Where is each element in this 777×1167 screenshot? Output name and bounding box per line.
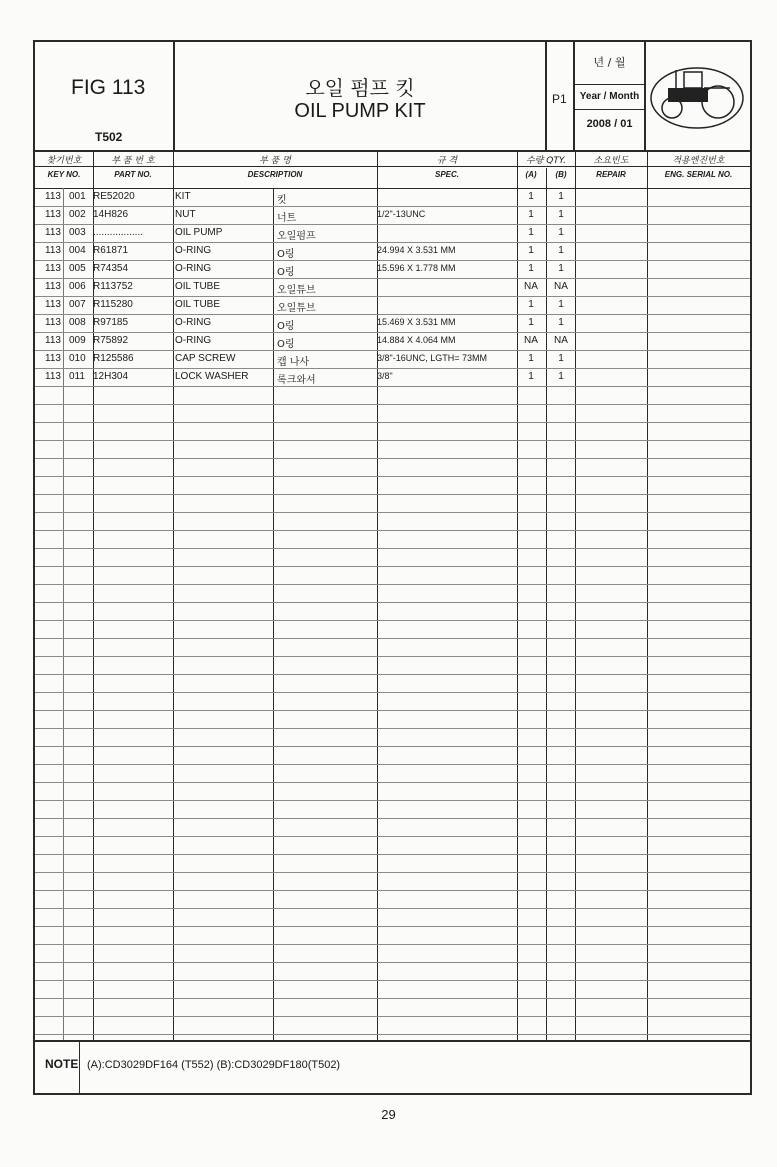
key-number: 113 — [45, 353, 61, 364]
table-row — [35, 314, 750, 332]
description-korean: 오일튜브 — [277, 303, 316, 314]
key-no-header-en: KEY NO. — [47, 170, 81, 179]
page-cell — [547, 42, 575, 150]
qty-b: NA — [554, 335, 568, 346]
qty-a: NA — [524, 335, 538, 346]
figure-cell — [35, 42, 175, 150]
part-number: R74354 — [93, 263, 129, 274]
spec: 3/8"-16UNC, LGTH= 73MM — [377, 353, 487, 363]
sub-number: 006 — [69, 281, 86, 292]
date-value: 2008 / 01 — [586, 118, 633, 130]
sheet-header — [35, 42, 750, 152]
date-label-korean: 년 / 월 — [593, 56, 626, 69]
description-korean: 오일튜브 — [277, 285, 316, 296]
model-code: T502 — [95, 130, 123, 144]
part-number: R61871 — [93, 245, 129, 256]
part-number: 14H826 — [93, 209, 129, 220]
description: NUT — [175, 209, 196, 220]
note-label: NOTE — [45, 1057, 79, 1071]
table-row — [35, 332, 750, 350]
sub-number: 001 — [69, 191, 86, 202]
spec-header-en: SPEC. — [434, 170, 459, 179]
column-header — [35, 150, 750, 189]
qty-b: 1 — [558, 371, 564, 382]
description-korean: 킷 — [277, 195, 287, 206]
sub-number: 008 — [69, 317, 86, 328]
table-row — [35, 368, 750, 386]
qty-b: 1 — [558, 245, 564, 256]
key-number: 113 — [45, 245, 61, 256]
qty-header-ko: 수량 QTY. — [525, 156, 567, 166]
serial-header-en: ENG. SERIAL NO. — [664, 170, 733, 179]
note-text: (A):CD3029DF164 (T552) (B):CD3029DF180(T502) — [87, 1059, 341, 1071]
repair-header — [575, 150, 647, 188]
table-row — [35, 260, 750, 278]
table-row — [35, 296, 750, 314]
qty-b: 1 — [558, 317, 564, 328]
qty-b: 1 — [558, 209, 564, 220]
qty-b: 1 — [558, 299, 564, 310]
title-korean: 오일 펌프 킷 — [305, 76, 415, 100]
part-number: RE52020 — [93, 191, 135, 202]
qty-a: 1 — [528, 209, 534, 220]
key-no-header-ko: 찾기번호 — [46, 156, 82, 166]
table-row — [35, 188, 750, 206]
page-code: P1 — [552, 92, 567, 106]
description-header-en: DESCRIPTION — [247, 170, 303, 179]
description: KIT — [175, 191, 191, 202]
description-korean: 너트 — [277, 213, 297, 224]
sub-number: 003 — [69, 227, 86, 238]
qty-a: 1 — [528, 299, 534, 310]
description: OIL PUMP — [175, 227, 223, 238]
part-number: R97185 — [93, 317, 129, 328]
qty-b: NA — [554, 281, 568, 292]
tractor-logo — [646, 42, 750, 150]
key-number: 113 — [45, 227, 61, 238]
key-no-header — [35, 150, 93, 188]
repair-header-ko: 소요빈도 — [593, 156, 629, 166]
qty-a: 1 — [528, 371, 534, 382]
note-section — [35, 1040, 750, 1095]
sub-number: 005 — [69, 263, 86, 274]
description-korean: O링 — [277, 249, 295, 260]
qty-b: 1 — [558, 191, 564, 202]
table-row — [35, 278, 750, 296]
key-number: 113 — [45, 371, 61, 382]
description: O-RING — [175, 263, 212, 274]
serial-header — [647, 150, 750, 188]
description: OIL TUBE — [175, 281, 221, 292]
description: O-RING — [175, 335, 212, 346]
part-no-header-en: PART NO. — [114, 170, 152, 179]
qty-b-header: (B) — [555, 170, 567, 179]
qty-a: NA — [524, 281, 538, 292]
qty-b: 1 — [558, 263, 564, 274]
title-english: OIL PUMP KIT — [294, 100, 426, 122]
part-number: 12H304 — [93, 371, 129, 382]
spec: 1/2"-13UNC — [377, 209, 426, 219]
date-cell — [575, 42, 646, 150]
key-number: 113 — [45, 281, 61, 292]
description-korean: O링 — [277, 321, 295, 332]
spec-header-ko: 규 격 — [436, 156, 458, 166]
qty-a: 1 — [528, 353, 534, 364]
spec: 14.884 X 4.064 MM — [377, 335, 456, 345]
title-cell — [175, 42, 547, 150]
qty-a: 1 — [528, 317, 534, 328]
part-number: R125586 — [93, 353, 134, 364]
description: LOCK WASHER — [175, 371, 249, 382]
key-number: 113 — [45, 209, 61, 220]
table-row — [35, 206, 750, 224]
qty-b: 1 — [558, 227, 564, 238]
key-number: 113 — [45, 299, 61, 310]
description: OIL TUBE — [175, 299, 221, 310]
key-number: 113 — [45, 317, 61, 328]
description-header — [173, 150, 377, 188]
qty-a: 1 — [528, 263, 534, 274]
sub-number: 010 — [69, 353, 86, 364]
spec: 15.596 X 1.778 MM — [377, 263, 456, 273]
spec: 15.469 X 3.531 MM — [377, 317, 456, 327]
sub-number: 011 — [69, 371, 85, 382]
spec-header — [377, 150, 517, 188]
figure-number: FIG 113 — [71, 76, 146, 99]
description-header-ko: 부 품 명 — [259, 156, 291, 166]
table-row — [35, 350, 750, 368]
sub-number: 009 — [69, 335, 86, 346]
table-row — [35, 224, 750, 242]
repair-header-en: REPAIR — [596, 170, 626, 179]
parts-sheet — [33, 40, 752, 1095]
description: CAP SCREW — [175, 353, 236, 364]
description: O-RING — [175, 245, 212, 256]
qty-a: 1 — [528, 227, 534, 238]
serial-header-ko: 적용엔진번호 — [672, 156, 725, 166]
tractor-icon — [648, 62, 746, 132]
spec: 24.994 X 3.531 MM — [377, 245, 456, 255]
description: O-RING — [175, 317, 212, 328]
spec: 3/8" — [377, 371, 393, 381]
key-number: 113 — [45, 191, 61, 202]
key-number: 113 — [45, 335, 61, 346]
description-korean: O링 — [277, 339, 295, 350]
qty-b: 1 — [558, 353, 564, 364]
part-number: R113752 — [93, 281, 133, 292]
sub-number: 002 — [69, 209, 86, 220]
qty-a: 1 — [528, 245, 534, 256]
page-number: 29 — [381, 1107, 396, 1122]
key-number: 113 — [45, 263, 61, 274]
part-number: R75892 — [93, 335, 129, 346]
part-number: R115280 — [93, 299, 133, 310]
table-row — [35, 242, 750, 260]
qty-a: 1 — [528, 191, 534, 202]
sub-number: 004 — [69, 245, 86, 256]
part-no-header — [93, 150, 173, 188]
description-korean: 록크와셔 — [277, 375, 316, 386]
description-korean: O링 — [277, 267, 295, 278]
date-label-english: Year / Month — [575, 84, 644, 111]
description-korean: 캡 나사 — [277, 357, 310, 368]
part-number: .................. — [93, 227, 144, 238]
description-korean: 오일펌프 — [277, 231, 316, 242]
qty-a-header: (A) — [525, 170, 537, 179]
part-no-header-ko: 부 품 번 호 — [111, 156, 155, 166]
sub-number: 007 — [69, 299, 86, 310]
